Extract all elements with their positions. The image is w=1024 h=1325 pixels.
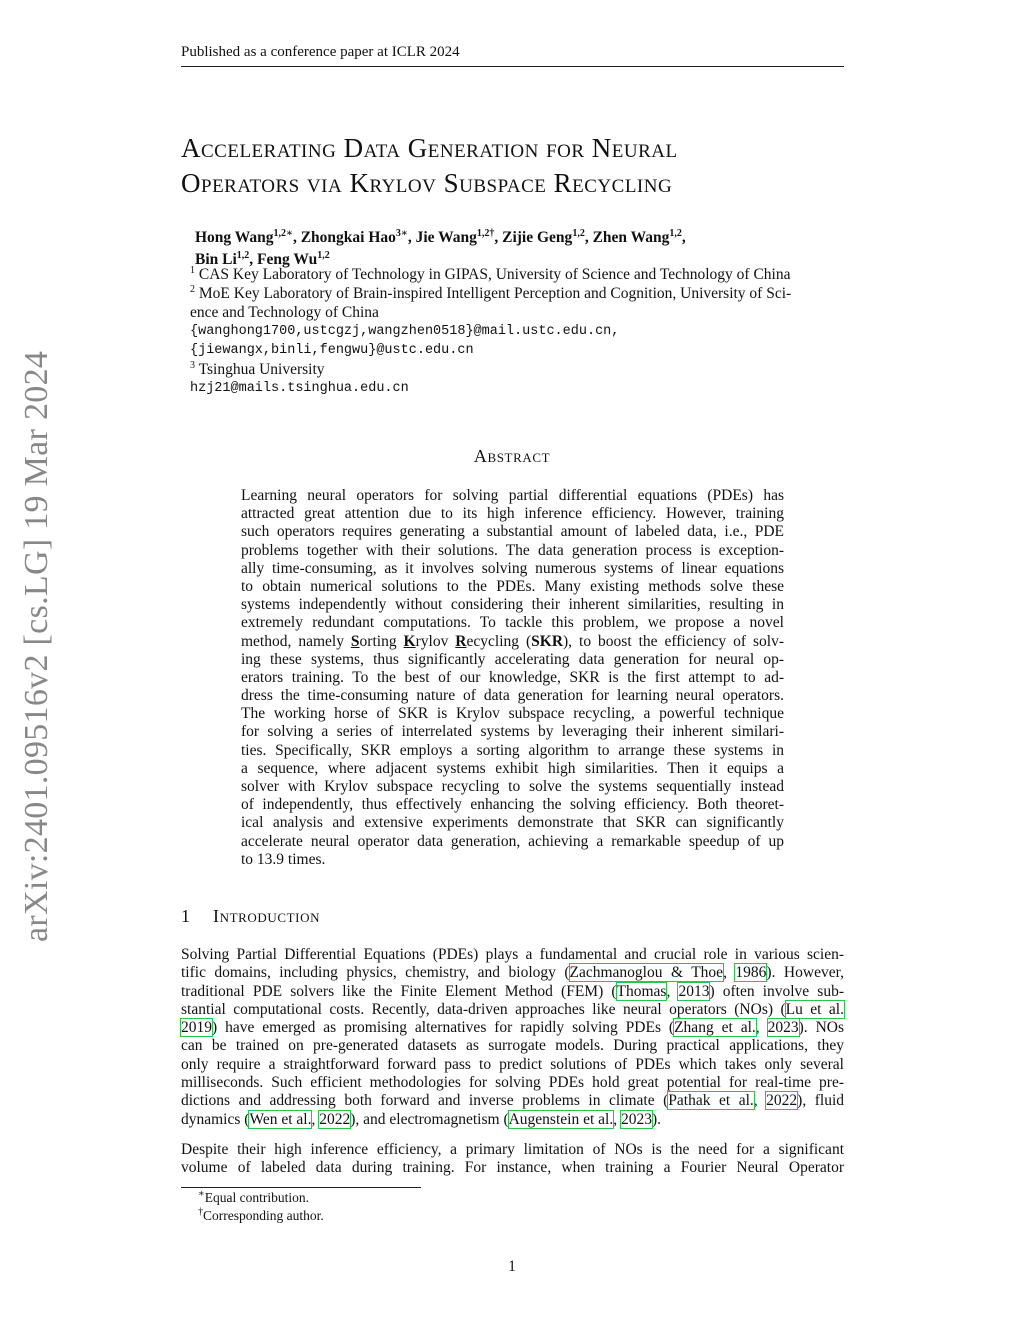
text: rylov — [415, 632, 456, 650]
section-title: Introduction — [213, 906, 321, 926]
footnote-corresponding-author — [198, 1208, 324, 1224]
author-name: Zhen Wang — [592, 229, 670, 246]
footnote-text: Equal contribution. — [204, 1190, 310, 1205]
text-line — [181, 964, 844, 982]
text: dictions and addressing both forward and inverse problems in climate ( — [181, 1092, 669, 1110]
citation-link[interactable]: Wen et al. — [249, 1110, 312, 1128]
affiliation-2-cont: ence and Technology of China — [190, 304, 379, 321]
abstract-line: extremely redundant computations. To tackle this problem, we propose a novel — [241, 614, 784, 632]
footnote-mark: † — [198, 1206, 203, 1218]
text: ). — [651, 1110, 662, 1128]
author-name: Hong Wang — [195, 229, 274, 246]
citation-link[interactable]: 1986 — [735, 964, 767, 982]
footnote-text: Corresponding author. — [203, 1208, 324, 1223]
text: , — [753, 1092, 767, 1110]
abstract-line: a sequence, where adjacent systems exhibit high similarities. Then it equips a — [241, 759, 784, 777]
text-line — [181, 1019, 844, 1037]
text-line — [181, 1111, 844, 1129]
text: method, namely — [241, 632, 351, 650]
running-header: Published as a conference paper at ICLR 2024 — [181, 44, 460, 60]
text: ) have emerged as promising alternatives for rapidly solving PDEs ( — [212, 1019, 675, 1037]
text-line — [181, 983, 844, 1001]
text-line: Solving Partial Differential Equations (PDEs) plays a fundamental and crucial role in various scien- — [181, 946, 844, 963]
header-rule — [181, 66, 844, 67]
paper-title — [181, 131, 861, 201]
author-affil-mark: 1,2 — [317, 249, 330, 261]
page-number: 1 — [508, 1258, 516, 1275]
citation-link[interactable]: Augenstein et al. — [508, 1110, 614, 1128]
citation-link[interactable]: 2022 — [766, 1092, 798, 1110]
abstract-line: systems independently without considering their inherent similarities, resulting in — [241, 596, 784, 614]
title-line-2: Operators via Krylov Subspace Recycling — [181, 168, 673, 198]
affiliation-1 — [190, 265, 846, 284]
text: ). However, — [766, 964, 844, 982]
citation-link[interactable]: 2023 — [620, 1110, 652, 1128]
author-name: Feng Wu — [257, 251, 318, 268]
author-line-1: Hong Wang$^{1,2∗}$, Zhongkai Hao$^{3∗}$, Jie Wang$^{1,2\dagger}$, Zijie Geng$^{1,2}$, Zhen Wang$^{1,2}$, — [195, 227, 686, 246]
citation-link[interactable]: 2023 — [767, 1019, 799, 1037]
author-affil-mark: 1,2 — [572, 227, 585, 239]
abstract-line: dress the time-consuming nature of data generation for learning neural operators. — [241, 687, 784, 705]
author-name: Zijie Geng — [502, 229, 573, 246]
abstract-line: Learning neural operators for solving partial differential equations (PDEs) has — [241, 487, 784, 504]
text-line: milliseconds. Such efficient methodologies for solving PDEs hold great potential for real-time pre- — [181, 1074, 844, 1092]
author-affil-mark: 1,2∗ — [273, 227, 293, 239]
text: , — [311, 1110, 320, 1128]
abstract-line: accelerate neural operator data generation, achieving a remarkable speedup of up — [241, 832, 784, 850]
citation-link[interactable]: Zhang et al. — [674, 1019, 756, 1037]
intro-paragraph-2 — [181, 1141, 844, 1178]
text-line — [181, 1092, 844, 1110]
email-line-3: hzj21@mails.tsinghua.edu.cn — [190, 381, 409, 396]
affiliation-2 — [190, 284, 846, 303]
abstract-line: solver with Krylov subspace recycling to solve the systems sequentially instead — [241, 778, 784, 795]
affil-mark: 2 — [190, 283, 195, 295]
author-affil-mark: 1,2 — [236, 249, 250, 261]
abstract-line: The working horse of SKR is Krylov subspace recycling, a powerful technique — [241, 705, 784, 723]
affiliation-3 — [190, 360, 846, 379]
abstract-line: erators training. To the best of our knowledge, SKR is the first attempt to ad- — [241, 668, 784, 686]
text-line: Despite their high inference efficiency, a primary limitation of NOs is the need for a significant — [181, 1141, 844, 1158]
citation-link[interactable]: 2013 — [678, 982, 710, 1000]
abstract-heading: Abstract — [473, 446, 551, 466]
author-line-2: Bin Li$^{1,2}$, Feng Wu$^{1,2}$ — [195, 249, 330, 268]
abstract-line-method — [241, 633, 784, 651]
abstract-line: to 13.9 times. — [241, 850, 326, 868]
text-line: can be trained on pre-generated datasets as surrogate models. During practical applications, they — [181, 1037, 844, 1055]
email-line-1: {wanghong1700,ustcgzj,wangzhen0518}@mail.ustc.edu.cn, — [190, 324, 620, 339]
affil-text: Tsinghua University — [198, 361, 325, 378]
abstract-line: for solving a series of interrelated systems by leveraging their inherent similari- — [241, 723, 784, 741]
text: ), fluid — [797, 1092, 845, 1110]
acronym-letter: S — [350, 632, 360, 650]
acronym-letter: R — [455, 632, 467, 650]
arxiv-watermark: arXiv:2401.09516v2 [cs.LG] 19 Mar 2024 — [18, 350, 55, 942]
text: ecycling ( — [466, 632, 532, 650]
abstract-line: ties. Specifically, SKR employs a sorting algorithm to arrange these systems in — [241, 741, 784, 759]
text: orting — [359, 632, 404, 650]
abstract-line: such operators requires generating a substantial amount of labeled data, i.e., PDE — [241, 523, 784, 541]
text-line: volume of labeled data during training. For instance, when training a Fourier Neural Operator — [181, 1159, 844, 1177]
text: ) often involve sub- — [709, 982, 844, 1000]
title-line-1: Accelerating Data Generation for Neural — [181, 133, 678, 163]
citation-link[interactable]: Thomas — [616, 982, 667, 1000]
affiliations — [190, 265, 846, 398]
citation-link[interactable]: Pathak et al. — [668, 1092, 754, 1110]
acronym: SKR — [531, 632, 564, 650]
footnote-rule — [181, 1187, 421, 1188]
abstract-line: ing these systems, thus significantly accelerating data generation for neural op- — [241, 650, 784, 668]
abstract-line: ally time-consuming, as it involves solving numerous systems of linear equations — [241, 559, 784, 577]
text: , — [613, 1110, 621, 1128]
footnote-equal-contribution — [198, 1190, 309, 1206]
text: ), to boost the efficiency of solv- — [563, 632, 784, 650]
citation-link[interactable]: Lu et al. — [785, 1000, 844, 1018]
abstract-line: ical analysis and extensive experiments demonstrate that SKR can significantly — [241, 814, 784, 832]
abstract-line: attracted great attention due to its high inference efficiency. However, training — [241, 505, 784, 523]
citation-link[interactable]: 2019 — [181, 1019, 212, 1037]
abstract-body — [241, 487, 784, 869]
text: , — [755, 1019, 768, 1037]
affil-mark: 1 — [190, 264, 195, 276]
text: , — [723, 964, 736, 982]
text-line — [181, 1001, 844, 1019]
citation-link[interactable]: 2022 — [319, 1110, 351, 1128]
author-affil-mark: 1,2† — [476, 227, 495, 239]
text: dynamics ( — [181, 1110, 250, 1128]
author-affil-mark: 1,2 — [669, 227, 682, 239]
author-name: Bin Li — [195, 251, 237, 268]
email-line-2: {jiewangx,binli,fengwu}@ustc.edu.cn — [190, 343, 474, 358]
abstract-line: of independently, thus effectively enhancing the solving efficiency. Both theoret- — [241, 796, 784, 814]
acronym-letter: K — [403, 632, 416, 650]
section-number: 1 — [181, 906, 191, 926]
text: ), and electromagnetism ( — [350, 1110, 509, 1128]
affil-mark: 3 — [190, 359, 195, 371]
author-name: Jie Wang — [415, 229, 477, 246]
text: , — [666, 982, 679, 1000]
author-name: Zhongkai Hao — [300, 229, 396, 246]
text-line: only require a straightforward forward pass to predict solutions of PDEs which takes only several — [181, 1055, 844, 1073]
author-affil-mark: 3∗ — [395, 227, 408, 239]
affil-text: CAS Key Laboratory of Technology in GIPAS, University of Science and Technology of China — [198, 266, 791, 283]
footnote-mark: ∗ — [198, 1188, 205, 1200]
text: ). NOs — [798, 1019, 844, 1037]
abstract-line: problems together with their solutions. The data generation process is exception- — [241, 541, 784, 559]
abstract-line: to obtain numerical solutions to the PDEs. Many existing methods solve these — [241, 577, 784, 595]
text: traditional PDE solvers like the Finite Element Method (FEM) ( — [181, 982, 617, 1000]
affil-text: MoE Key Laboratory of Brain-inspired Intelligent Perception and Cognition, University of Sci- — [198, 285, 792, 302]
intro-paragraph-1 — [181, 946, 844, 1129]
section-heading-introduction — [181, 906, 320, 927]
citation-link[interactable]: Zachmanoglou & Thoe — [569, 964, 724, 982]
text: stantial computational costs. Recently, data-driven approaches like neural operators (NOs) ( — [181, 1000, 786, 1018]
text: tific domains, including physics, chemistry, and biology ( — [181, 964, 570, 982]
